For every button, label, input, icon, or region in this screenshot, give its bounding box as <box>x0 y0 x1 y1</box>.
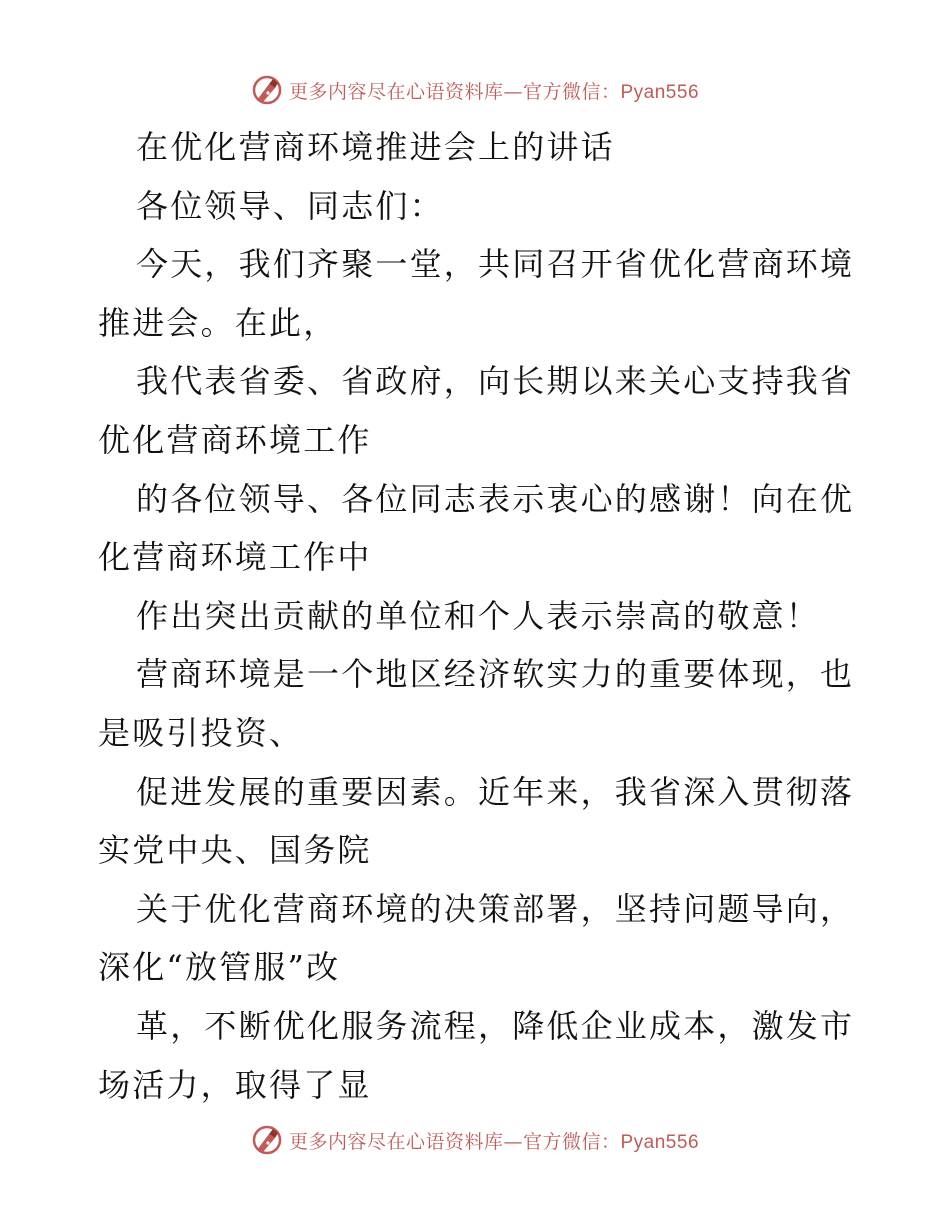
paragraph-line: 作出突出贡献的单位和个人表示崇高的敬意！ <box>136 596 821 635</box>
paragraph-line: 深化“放管服”改 <box>98 948 341 987</box>
paragraph-line: 营商环境是一个地区经济软实力的重要体现，也 <box>136 655 855 694</box>
paragraph-line: 革，不断优化服务流程，降低企业成本，激发市 <box>136 1006 855 1045</box>
paragraph-line: 我代表省委、省政府，向长期以来关心支持我省 <box>136 362 855 401</box>
paragraph-line: 是吸引投资、 <box>98 713 304 752</box>
pen-nib-logo-icon <box>251 74 283 106</box>
paragraph-line: 场活力，取得了显 <box>98 1065 372 1104</box>
document-title: 在优化营商环境推进会上的讲话 <box>136 128 615 166</box>
header-wechat-id: Pyan556 <box>620 81 700 103</box>
footer-brand-text: 更多内容尽在心语资料库—官方微信：Pyan556 <box>288 1130 700 1153</box>
paragraph-line: 化营商环境工作中 <box>98 538 372 577</box>
header-banner <box>0 70 950 110</box>
paragraph-line: 今天，我们齐聚一堂，共同召开省优化营商环境 <box>136 245 855 284</box>
header-brand-text: 更多内容尽在心语资料库—官方微信：Pyan556 <box>288 80 700 103</box>
paragraph-line: 优化营商环境工作 <box>98 420 372 459</box>
pen-nib-logo-icon <box>251 1124 283 1156</box>
paragraph-line: 各位领导、同志们： <box>136 186 444 225</box>
footer-banner <box>0 1120 950 1160</box>
footer-wechat-id: Pyan556 <box>620 1131 700 1153</box>
document-body <box>98 118 858 1114</box>
paragraph-line: 的各位领导、各位同志表示衷心的感谢！向在优 <box>136 479 855 518</box>
paragraph-line: 促进发展的重要因素。近年来，我省深入贯彻落 <box>136 772 855 811</box>
paragraph-line: 实党中央、国务院 <box>98 831 372 870</box>
paragraph-line: 推进会。在此， <box>98 303 338 342</box>
paragraph-line: 关于优化营商环境的决策部署，坚持问题导向， <box>136 889 855 928</box>
